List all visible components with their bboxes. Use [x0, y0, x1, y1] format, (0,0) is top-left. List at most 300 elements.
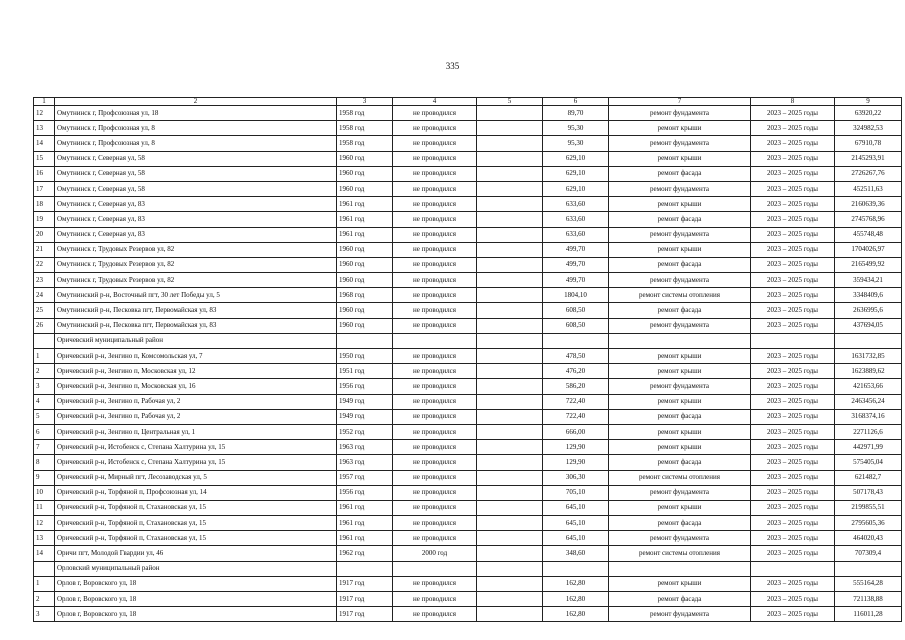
table-row	[34, 394, 902, 409]
work-type-cell: ремонт крыши	[609, 242, 751, 257]
address-cell: Омутнинск г, Северная ул, 83	[55, 212, 337, 227]
cost-cell: 324982,53	[835, 121, 902, 136]
cost-cell: 3348409,6	[835, 288, 902, 303]
period-cell: 2023 – 2025 годы	[751, 440, 835, 455]
last-repair-cell	[393, 333, 477, 348]
address-cell: Омутнинск г, Трудовых Резервов ул, 82	[55, 273, 337, 288]
empty-cell	[477, 257, 543, 272]
work-type-cell: ремонт фасада	[609, 409, 751, 424]
last-repair-cell: не проводился	[393, 500, 477, 515]
last-repair-cell: не проводился	[393, 470, 477, 485]
period-cell: 2023 – 2025 годы	[751, 424, 835, 439]
empty-cell	[477, 136, 543, 151]
area-cell: 645,10	[543, 531, 609, 546]
row-number: 17	[34, 181, 55, 196]
empty-cell	[477, 212, 543, 227]
row-number: 1	[34, 576, 55, 591]
period-cell: 2023 – 2025 годы	[751, 349, 835, 364]
work-type-cell	[609, 333, 751, 348]
period-cell: 2023 – 2025 годы	[751, 303, 835, 318]
row-number	[34, 561, 55, 576]
last-repair-cell: не проводился	[393, 227, 477, 242]
row-number	[34, 333, 55, 348]
column-number: 5	[477, 98, 543, 106]
last-repair-cell: не проводился	[393, 607, 477, 622]
row-number: 9	[34, 470, 55, 485]
year-built-cell	[337, 561, 393, 576]
capital-repair-table	[33, 97, 902, 622]
area-cell: 645,10	[543, 516, 609, 531]
address-cell: Орлов г, Воровского ул, 18	[55, 576, 337, 591]
year-built-cell: 1960 год	[337, 151, 393, 166]
address-cell: Оричевский муниципальный район	[55, 333, 337, 348]
empty-cell	[477, 485, 543, 500]
year-built-cell: 1968 год	[337, 288, 393, 303]
address-cell: Оричевский р-н, Зенгино п, Московская ул, 12	[55, 364, 337, 379]
period-cell: 2023 – 2025 годы	[751, 592, 835, 607]
address-cell: Оричевский р-н, Истобенск с, Степана Халтурина ул, 15	[55, 455, 337, 470]
row-number: 12	[34, 516, 55, 531]
last-repair-cell: не проводился	[393, 379, 477, 394]
work-type-cell: ремонт крыши	[609, 197, 751, 212]
empty-cell	[477, 121, 543, 136]
row-number: 7	[34, 440, 55, 455]
cost-cell: 2745768,96	[835, 212, 902, 227]
column-number: 6	[543, 98, 609, 106]
column-number: 3	[337, 98, 393, 106]
work-type-cell: ремонт фундамента	[609, 318, 751, 333]
last-repair-cell: не проводился	[393, 349, 477, 364]
empty-cell	[477, 576, 543, 591]
year-built-cell: 1960 год	[337, 318, 393, 333]
table-row	[34, 500, 902, 515]
cost-cell: 2636995,6	[835, 303, 902, 318]
area-cell: 162,80	[543, 607, 609, 622]
cost-cell: 63920,22	[835, 106, 902, 121]
area-cell: 633,60	[543, 197, 609, 212]
period-cell: 2023 – 2025 годы	[751, 151, 835, 166]
cost-cell: 116011,28	[835, 607, 902, 622]
empty-cell	[477, 151, 543, 166]
period-cell: 2023 – 2025 годы	[751, 470, 835, 485]
table-row	[34, 440, 902, 455]
area-cell: 499,70	[543, 257, 609, 272]
empty-cell	[477, 106, 543, 121]
table-row	[34, 106, 902, 121]
year-built-cell	[337, 333, 393, 348]
address-cell: Омутнинск г, Профсоюзная ул, 8	[55, 136, 337, 151]
cost-cell: 67910,78	[835, 136, 902, 151]
last-repair-cell: не проводился	[393, 273, 477, 288]
work-type-cell: ремонт крыши	[609, 364, 751, 379]
area-cell: 633,60	[543, 212, 609, 227]
work-type-cell: ремонт фундамента	[609, 106, 751, 121]
cost-cell: 2145293,91	[835, 151, 902, 166]
last-repair-cell: не проводился	[393, 197, 477, 212]
address-cell: Омутнинск г, Трудовых Резервов ул, 82	[55, 257, 337, 272]
table-row	[34, 181, 902, 196]
table-row	[34, 576, 902, 591]
work-type-cell	[609, 561, 751, 576]
area-cell: 478,50	[543, 349, 609, 364]
year-built-cell: 1960 год	[337, 257, 393, 272]
row-number: 13	[34, 531, 55, 546]
cost-cell: 442971,99	[835, 440, 902, 455]
cost-cell: 359434,21	[835, 273, 902, 288]
table-row	[34, 379, 902, 394]
address-cell: Омутнинск г, Трудовых Резервов ул, 82	[55, 242, 337, 257]
row-number: 15	[34, 151, 55, 166]
address-cell: Орлов г, Воровского ул, 18	[55, 592, 337, 607]
address-cell: Оричи пгт, Молодой Гвардии ул, 46	[55, 546, 337, 561]
table-row	[34, 242, 902, 257]
work-type-cell: ремонт фасада	[609, 303, 751, 318]
area-cell: 162,80	[543, 592, 609, 607]
row-number: 8	[34, 455, 55, 470]
area-cell: 499,70	[543, 242, 609, 257]
table-row	[34, 212, 902, 227]
address-cell: Оричевский р-н, Торфяной п, Стахановская ул, 15	[55, 500, 337, 515]
period-cell: 2023 – 2025 годы	[751, 607, 835, 622]
work-type-cell: ремонт фундамента	[609, 136, 751, 151]
work-type-cell: ремонт фундамента	[609, 485, 751, 500]
work-type-cell: ремонт фундамента	[609, 379, 751, 394]
work-type-cell: ремонт фундамента	[609, 607, 751, 622]
work-type-cell: ремонт фасада	[609, 257, 751, 272]
row-number: 18	[34, 197, 55, 212]
cost-cell: 575405,04	[835, 455, 902, 470]
row-number: 12	[34, 106, 55, 121]
cost-cell: 2271126,6	[835, 424, 902, 439]
period-cell: 2023 – 2025 годы	[751, 257, 835, 272]
column-number: 4	[393, 98, 477, 106]
year-built-cell: 1956 год	[337, 485, 393, 500]
empty-cell	[477, 561, 543, 576]
year-built-cell: 1917 год	[337, 607, 393, 622]
empty-cell	[477, 394, 543, 409]
row-number: 21	[34, 242, 55, 257]
cost-cell: 3168374,16	[835, 409, 902, 424]
year-built-cell: 1957 год	[337, 470, 393, 485]
area-cell: 89,70	[543, 106, 609, 121]
area-cell: 95,30	[543, 136, 609, 151]
area-cell: 499,70	[543, 273, 609, 288]
table-row	[34, 349, 902, 364]
empty-cell	[477, 424, 543, 439]
address-cell: Оричевский р-н, Торфяной п, Профсоюзная ул, 14	[55, 485, 337, 500]
row-number: 1	[34, 349, 55, 364]
work-type-cell: ремонт крыши	[609, 394, 751, 409]
address-cell: Омутнинск г, Профсоюзная ул, 18	[55, 106, 337, 121]
year-built-cell: 1958 год	[337, 121, 393, 136]
table-row	[34, 273, 902, 288]
period-cell: 2023 – 2025 годы	[751, 546, 835, 561]
work-type-cell: ремонт системы отопления	[609, 546, 751, 561]
area-cell	[543, 561, 609, 576]
cost-cell: 421653,66	[835, 379, 902, 394]
column-number-row	[34, 98, 902, 106]
cost-cell: 2160639,36	[835, 197, 902, 212]
period-cell: 2023 – 2025 годы	[751, 166, 835, 181]
last-repair-cell: не проводился	[393, 212, 477, 227]
address-cell: Омутнинск г, Северная ул, 58	[55, 181, 337, 196]
area-cell	[543, 333, 609, 348]
address-cell: Оричевский р-н, Зенгино п, Комсомольская ул, 7	[55, 349, 337, 364]
cost-cell: 455748,48	[835, 227, 902, 242]
period-cell: 2023 – 2025 годы	[751, 242, 835, 257]
period-cell: 2023 – 2025 годы	[751, 576, 835, 591]
address-cell: Омутнинский р-н, Песковка пгт, Первомайская ул, 83	[55, 318, 337, 333]
work-type-cell: ремонт фундамента	[609, 273, 751, 288]
area-cell: 476,20	[543, 364, 609, 379]
row-number: 5	[34, 409, 55, 424]
empty-cell	[477, 273, 543, 288]
empty-cell	[477, 242, 543, 257]
table-row	[34, 364, 902, 379]
column-number: 7	[609, 98, 751, 106]
year-built-cell: 1960 год	[337, 181, 393, 196]
last-repair-cell: не проводился	[393, 424, 477, 439]
table-row	[34, 409, 902, 424]
address-cell: Омутнинск г, Северная ул, 83	[55, 227, 337, 242]
period-cell: 2023 – 2025 годы	[751, 500, 835, 515]
area-cell: 95,30	[543, 121, 609, 136]
empty-cell	[477, 166, 543, 181]
last-repair-cell: не проводился	[393, 181, 477, 196]
period-cell: 2023 – 2025 годы	[751, 531, 835, 546]
year-built-cell: 1917 год	[337, 592, 393, 607]
table-row	[34, 607, 902, 622]
work-type-cell: ремонт крыши	[609, 349, 751, 364]
address-cell: Оричевский р-н, Зенгино п, Рабочая ул, 2	[55, 409, 337, 424]
last-repair-cell: не проводился	[393, 531, 477, 546]
last-repair-cell: не проводился	[393, 288, 477, 303]
row-number: 24	[34, 288, 55, 303]
address-cell: Омутнинск г, Северная ул, 83	[55, 197, 337, 212]
empty-cell	[477, 440, 543, 455]
table-row	[34, 516, 902, 531]
period-cell: 2023 – 2025 годы	[751, 181, 835, 196]
row-number: 3	[34, 607, 55, 622]
year-built-cell: 1951 год	[337, 364, 393, 379]
work-type-cell: ремонт фасада	[609, 592, 751, 607]
section-row	[34, 561, 902, 576]
area-cell: 633,60	[543, 227, 609, 242]
table-row	[34, 288, 902, 303]
section-row	[34, 333, 902, 348]
work-type-cell: ремонт системы отопления	[609, 470, 751, 485]
area-cell: 629,10	[543, 181, 609, 196]
area-cell: 348,60	[543, 546, 609, 561]
empty-cell	[477, 500, 543, 515]
address-cell: Омутнинск г, Северная ул, 58	[55, 151, 337, 166]
year-built-cell: 1958 год	[337, 106, 393, 121]
table-row	[34, 227, 902, 242]
table-row	[34, 318, 902, 333]
work-type-cell: ремонт крыши	[609, 440, 751, 455]
year-built-cell: 1961 год	[337, 531, 393, 546]
table-row	[34, 546, 902, 561]
area-cell: 645,10	[543, 500, 609, 515]
row-number: 25	[34, 303, 55, 318]
cost-cell: 437694,05	[835, 318, 902, 333]
area-cell: 629,10	[543, 151, 609, 166]
table-row	[34, 136, 902, 151]
address-cell: Омутнинский р-н, Восточный пгт, 30 лет Победы ул, 5	[55, 288, 337, 303]
area-cell: 608,50	[543, 318, 609, 333]
period-cell: 2023 – 2025 годы	[751, 516, 835, 531]
work-type-cell: ремонт фундамента	[609, 531, 751, 546]
period-cell: 2023 – 2025 годы	[751, 227, 835, 242]
cost-cell: 464020,43	[835, 531, 902, 546]
cost-cell: 1631732,85	[835, 349, 902, 364]
last-repair-cell: 2000 год	[393, 546, 477, 561]
table-row	[34, 531, 902, 546]
last-repair-cell: не проводился	[393, 106, 477, 121]
table-row	[34, 470, 902, 485]
last-repair-cell: не проводился	[393, 151, 477, 166]
work-type-cell: ремонт крыши	[609, 151, 751, 166]
area-cell: 608,50	[543, 303, 609, 318]
address-cell: Омутнинский р-н, Песковка пгт, Первомайская ул, 83	[55, 303, 337, 318]
area-cell: 629,10	[543, 166, 609, 181]
area-cell: 666,00	[543, 424, 609, 439]
address-cell: Омутнинск г, Профсоюзная ул, 8	[55, 121, 337, 136]
table-row	[34, 424, 902, 439]
last-repair-cell: не проводился	[393, 440, 477, 455]
year-built-cell: 1961 год	[337, 212, 393, 227]
year-built-cell: 1961 год	[337, 516, 393, 531]
year-built-cell: 1961 год	[337, 500, 393, 515]
empty-cell	[477, 455, 543, 470]
row-number: 22	[34, 257, 55, 272]
last-repair-cell: не проводился	[393, 592, 477, 607]
row-number: 23	[34, 273, 55, 288]
cost-cell: 2795605,36	[835, 516, 902, 531]
address-cell: Оричевский р-н, Истобенск с, Степана Халтурина ул, 15	[55, 440, 337, 455]
last-repair-cell: не проводился	[393, 455, 477, 470]
area-cell: 1804,10	[543, 288, 609, 303]
period-cell: 2023 – 2025 годы	[751, 288, 835, 303]
table-row	[34, 455, 902, 470]
row-number: 2	[34, 592, 55, 607]
column-number: 8	[751, 98, 835, 106]
year-built-cell: 1958 год	[337, 136, 393, 151]
cost-cell: 452511,63	[835, 181, 902, 196]
cost-cell: 2463456,24	[835, 394, 902, 409]
year-built-cell: 1960 год	[337, 273, 393, 288]
empty-cell	[477, 227, 543, 242]
column-number: 1	[34, 98, 55, 106]
empty-cell	[477, 592, 543, 607]
area-cell: 722,40	[543, 394, 609, 409]
period-cell: 2023 – 2025 годы	[751, 364, 835, 379]
row-number: 19	[34, 212, 55, 227]
table-row	[34, 592, 902, 607]
year-built-cell: 1956 год	[337, 379, 393, 394]
row-number: 14	[34, 546, 55, 561]
area-cell: 586,20	[543, 379, 609, 394]
last-repair-cell: не проводился	[393, 409, 477, 424]
year-built-cell: 1960 год	[337, 166, 393, 181]
empty-cell	[477, 333, 543, 348]
table-row	[34, 166, 902, 181]
cost-cell	[835, 561, 902, 576]
work-type-cell: ремонт крыши	[609, 424, 751, 439]
table-row	[34, 257, 902, 272]
row-number: 3	[34, 379, 55, 394]
table-row	[34, 485, 902, 500]
row-number: 20	[34, 227, 55, 242]
address-cell: Оричевский р-н, Зенгино п, Центральная ул, 1	[55, 424, 337, 439]
empty-cell	[477, 409, 543, 424]
table-row	[34, 121, 902, 136]
work-type-cell: ремонт крыши	[609, 121, 751, 136]
last-repair-cell: не проводился	[393, 136, 477, 151]
period-cell: 2023 – 2025 годы	[751, 121, 835, 136]
empty-cell	[477, 303, 543, 318]
row-number: 6	[34, 424, 55, 439]
area-cell: 306,30	[543, 470, 609, 485]
empty-cell	[477, 288, 543, 303]
column-number: 9	[835, 98, 902, 106]
period-cell: 2023 – 2025 годы	[751, 106, 835, 121]
empty-cell	[477, 181, 543, 196]
cost-cell: 2199855,51	[835, 500, 902, 515]
work-type-cell: ремонт фасада	[609, 212, 751, 227]
year-built-cell: 1960 год	[337, 242, 393, 257]
period-cell: 2023 – 2025 годы	[751, 394, 835, 409]
cost-cell: 1704026,97	[835, 242, 902, 257]
last-repair-cell: не проводился	[393, 303, 477, 318]
work-type-cell: ремонт фундамента	[609, 181, 751, 196]
column-number: 2	[55, 98, 337, 106]
page-number: 335	[445, 61, 460, 71]
work-type-cell: ремонт фасада	[609, 516, 751, 531]
year-built-cell: 1950 год	[337, 349, 393, 364]
year-built-cell: 1949 год	[337, 409, 393, 424]
cost-cell: 507178,43	[835, 485, 902, 500]
cost-cell: 2726267,76	[835, 166, 902, 181]
area-cell: 162,80	[543, 576, 609, 591]
table-body	[34, 98, 902, 622]
cost-cell: 2165499,92	[835, 257, 902, 272]
empty-cell	[477, 531, 543, 546]
row-number: 10	[34, 485, 55, 500]
row-number: 16	[34, 166, 55, 181]
year-built-cell: 1963 год	[337, 440, 393, 455]
period-cell: 2023 – 2025 годы	[751, 485, 835, 500]
period-cell: 2023 – 2025 годы	[751, 409, 835, 424]
address-cell: Оричевский р-н, Мирный пгт, Лесозаводская ул, 5	[55, 470, 337, 485]
table-row	[34, 303, 902, 318]
cost-cell: 707309,4	[835, 546, 902, 561]
empty-cell	[477, 516, 543, 531]
row-number: 13	[34, 121, 55, 136]
cost-cell: 621482,7	[835, 470, 902, 485]
table-row	[34, 151, 902, 166]
year-built-cell: 1949 год	[337, 394, 393, 409]
area-cell: 705,10	[543, 485, 609, 500]
year-built-cell: 1952 год	[337, 424, 393, 439]
area-cell: 129,90	[543, 455, 609, 470]
row-number: 14	[34, 136, 55, 151]
work-type-cell: ремонт фасада	[609, 455, 751, 470]
year-built-cell: 1961 год	[337, 197, 393, 212]
cost-cell: 555164,28	[835, 576, 902, 591]
last-repair-cell: не проводился	[393, 257, 477, 272]
period-cell: 2023 – 2025 годы	[751, 318, 835, 333]
